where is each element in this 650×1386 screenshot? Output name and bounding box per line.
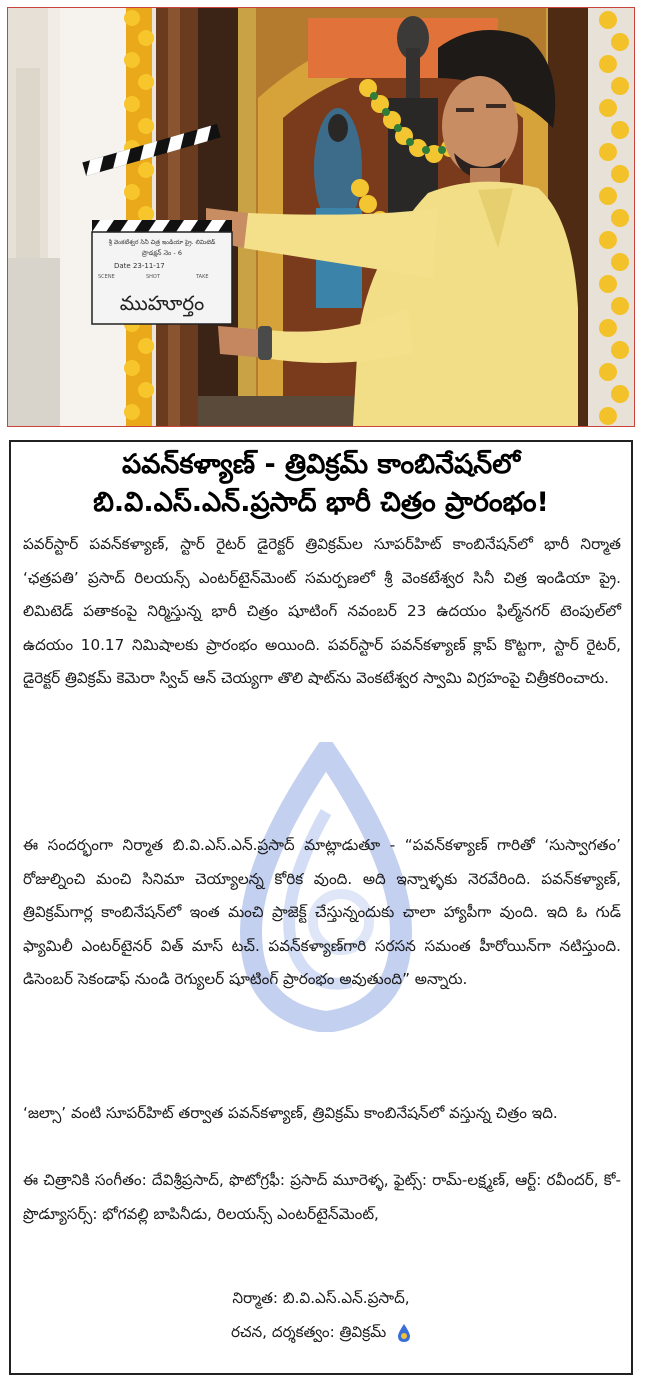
press-photo <box>7 7 635 427</box>
headline-line-1: పవన్‌కళ్యాణ్ - త్రివిక్రమ్ కాంబినేషన్‌లో <box>122 449 520 480</box>
credit-director-line <box>11 1316 631 1349</box>
paragraph-3: ‘జల్సా’ వంటి సూపర్‌హిట్ తర్వాత పవన్‌కళ్యాణ్, త్రివిక్రమ్ కాంబినేషన్‌లో వస్తున్న చిత్రం ఇది. <box>23 1104 558 1122</box>
clapboard-shot-label: SHOT <box>146 274 160 280</box>
credit-director: రచన, దర్శకత్వం: త్రివిక్రమ్ <box>230 1323 387 1341</box>
paragraph-4: ఈ చిత్రానికి సంగీతం: దేవిశ్రీప్రసాద్, ఫొటోగ్రఫీ: ప్రసాద్ మూరెళ్ళ, ఫైట్స్: రామ్-లక్ష్మణ్, ఆర్ట్: రవీందర్, కో-ప్రొడ్యూసర్స్: భోగవల్లి బాపినీడు, రిలయన్స్ ఎంటర్‌టైన్‌మెంట్, <box>23 1171 621 1223</box>
clapboard-line1: శ్రీ వెంకటేశ్వర సినీ చిత్ర ఇండియా ప్రై. లిమిటెడ్ <box>108 239 216 246</box>
paragraph-1: పవర్‌స్టార్ పవన్‌కళ్యాణ్, స్టార్ రైటర్ డైరెక్టర్ త్రివిక్రమ్‌ల సూపర్‌హిట్ కాంబినేషన్‌లో భారీ నిర్మాత ‘ఛత్రపతి’ ప్రసాద్ రిలయన్స్ ఎంటర్‌టైన్‌మెంట్ సమర్పణలో శ్రీ వెంకటేశ్వర సినీ చిత్ర ఇండియా ప్రై. లిమిటెడ్ పతాకంపై నిర్మిస్తున్న భారీ చిత్రం షూటింగ్ నవంబర్ 23 ఉదయం ఫిల్మ్‌నగర్ టెంపుల్‌లో ఉదయం 10.17 నిమిషాలకు ప్రారంభం అయింది. పవర్‌స్టార్ పవన్‌కళ్యాణ్ క్లాప్ కొట్టగా, స్టార్ రైటర్, డైరెక్టర్ త్రివిక్రమ్ కెమెరా స్విచ్ ఆన్ చెయ్యగా తొలి షాట్‌ను వెంకటేశ్వర స్వామి విగ్రహంపై చిత్రీకరించారు. <box>23 535 621 687</box>
photo-illustration <box>8 8 634 426</box>
marigold-garland-left <box>124 8 154 426</box>
water-drop-logo-icon <box>397 1323 411 1343</box>
credit-producer: నిర్మాత: బి.వి.ఎస్.ఎన్.ప్రసాద్, <box>232 1289 410 1307</box>
headline-line-2: బి.వి.ఎస్.ఎన్.ప్రసాద్ భారీ చిత్రం ప్రారంభం! <box>93 487 549 518</box>
clapboard-take-label: TAKE <box>196 274 209 280</box>
clapboard-scene-label: SCENE <box>98 274 115 280</box>
clapboard-title: ముహూర్తం <box>119 291 205 315</box>
clapboard-date: Date 23-11-17 <box>114 262 165 270</box>
paragraph-2: ఈ సందర్భంగా నిర్మాత బి.వి.ఎస్.ఎన్.ప్రసాద్ మాట్లాడుతూ - “పవన్‌కళ్యాణ్ గారితో ‘సుస్వాగతం’ రోజుల్నించి మంచి సినిమా చెయ్యాలన్న కోరిక వుంది. అది ఇన్నాళ్ళకు నెరవేరింది. పవన్‌కళ్యాణ్, త్రివిక్రమ్‌గార్ల కాంబినేషన్‌లో ఇంత మంచి ప్రాజెక్ట్ చేస్తున్నందుకు చాలా హ్యాపీగా వుంది. ఇది ఓ గుడ్ ఫ్యామిలీ ఎంటర్‌టైనర్ విత్ మాస్ టచ్. పవన్‌కళ్యాణ్‌గారి సరసన సమంత హీరోయిన్‌గా నటిస్తుంది. డిసెంబర్ సెకండాఫ్ నుండి రెగ్యులర్ షూటింగ్ ప్రారంభం అవుతుంది” అన్నారు. <box>23 836 621 988</box>
press-release-article <box>9 440 633 1375</box>
clapboard-line2: ప్రొడక్షన్ నెం - 6 <box>142 249 182 257</box>
